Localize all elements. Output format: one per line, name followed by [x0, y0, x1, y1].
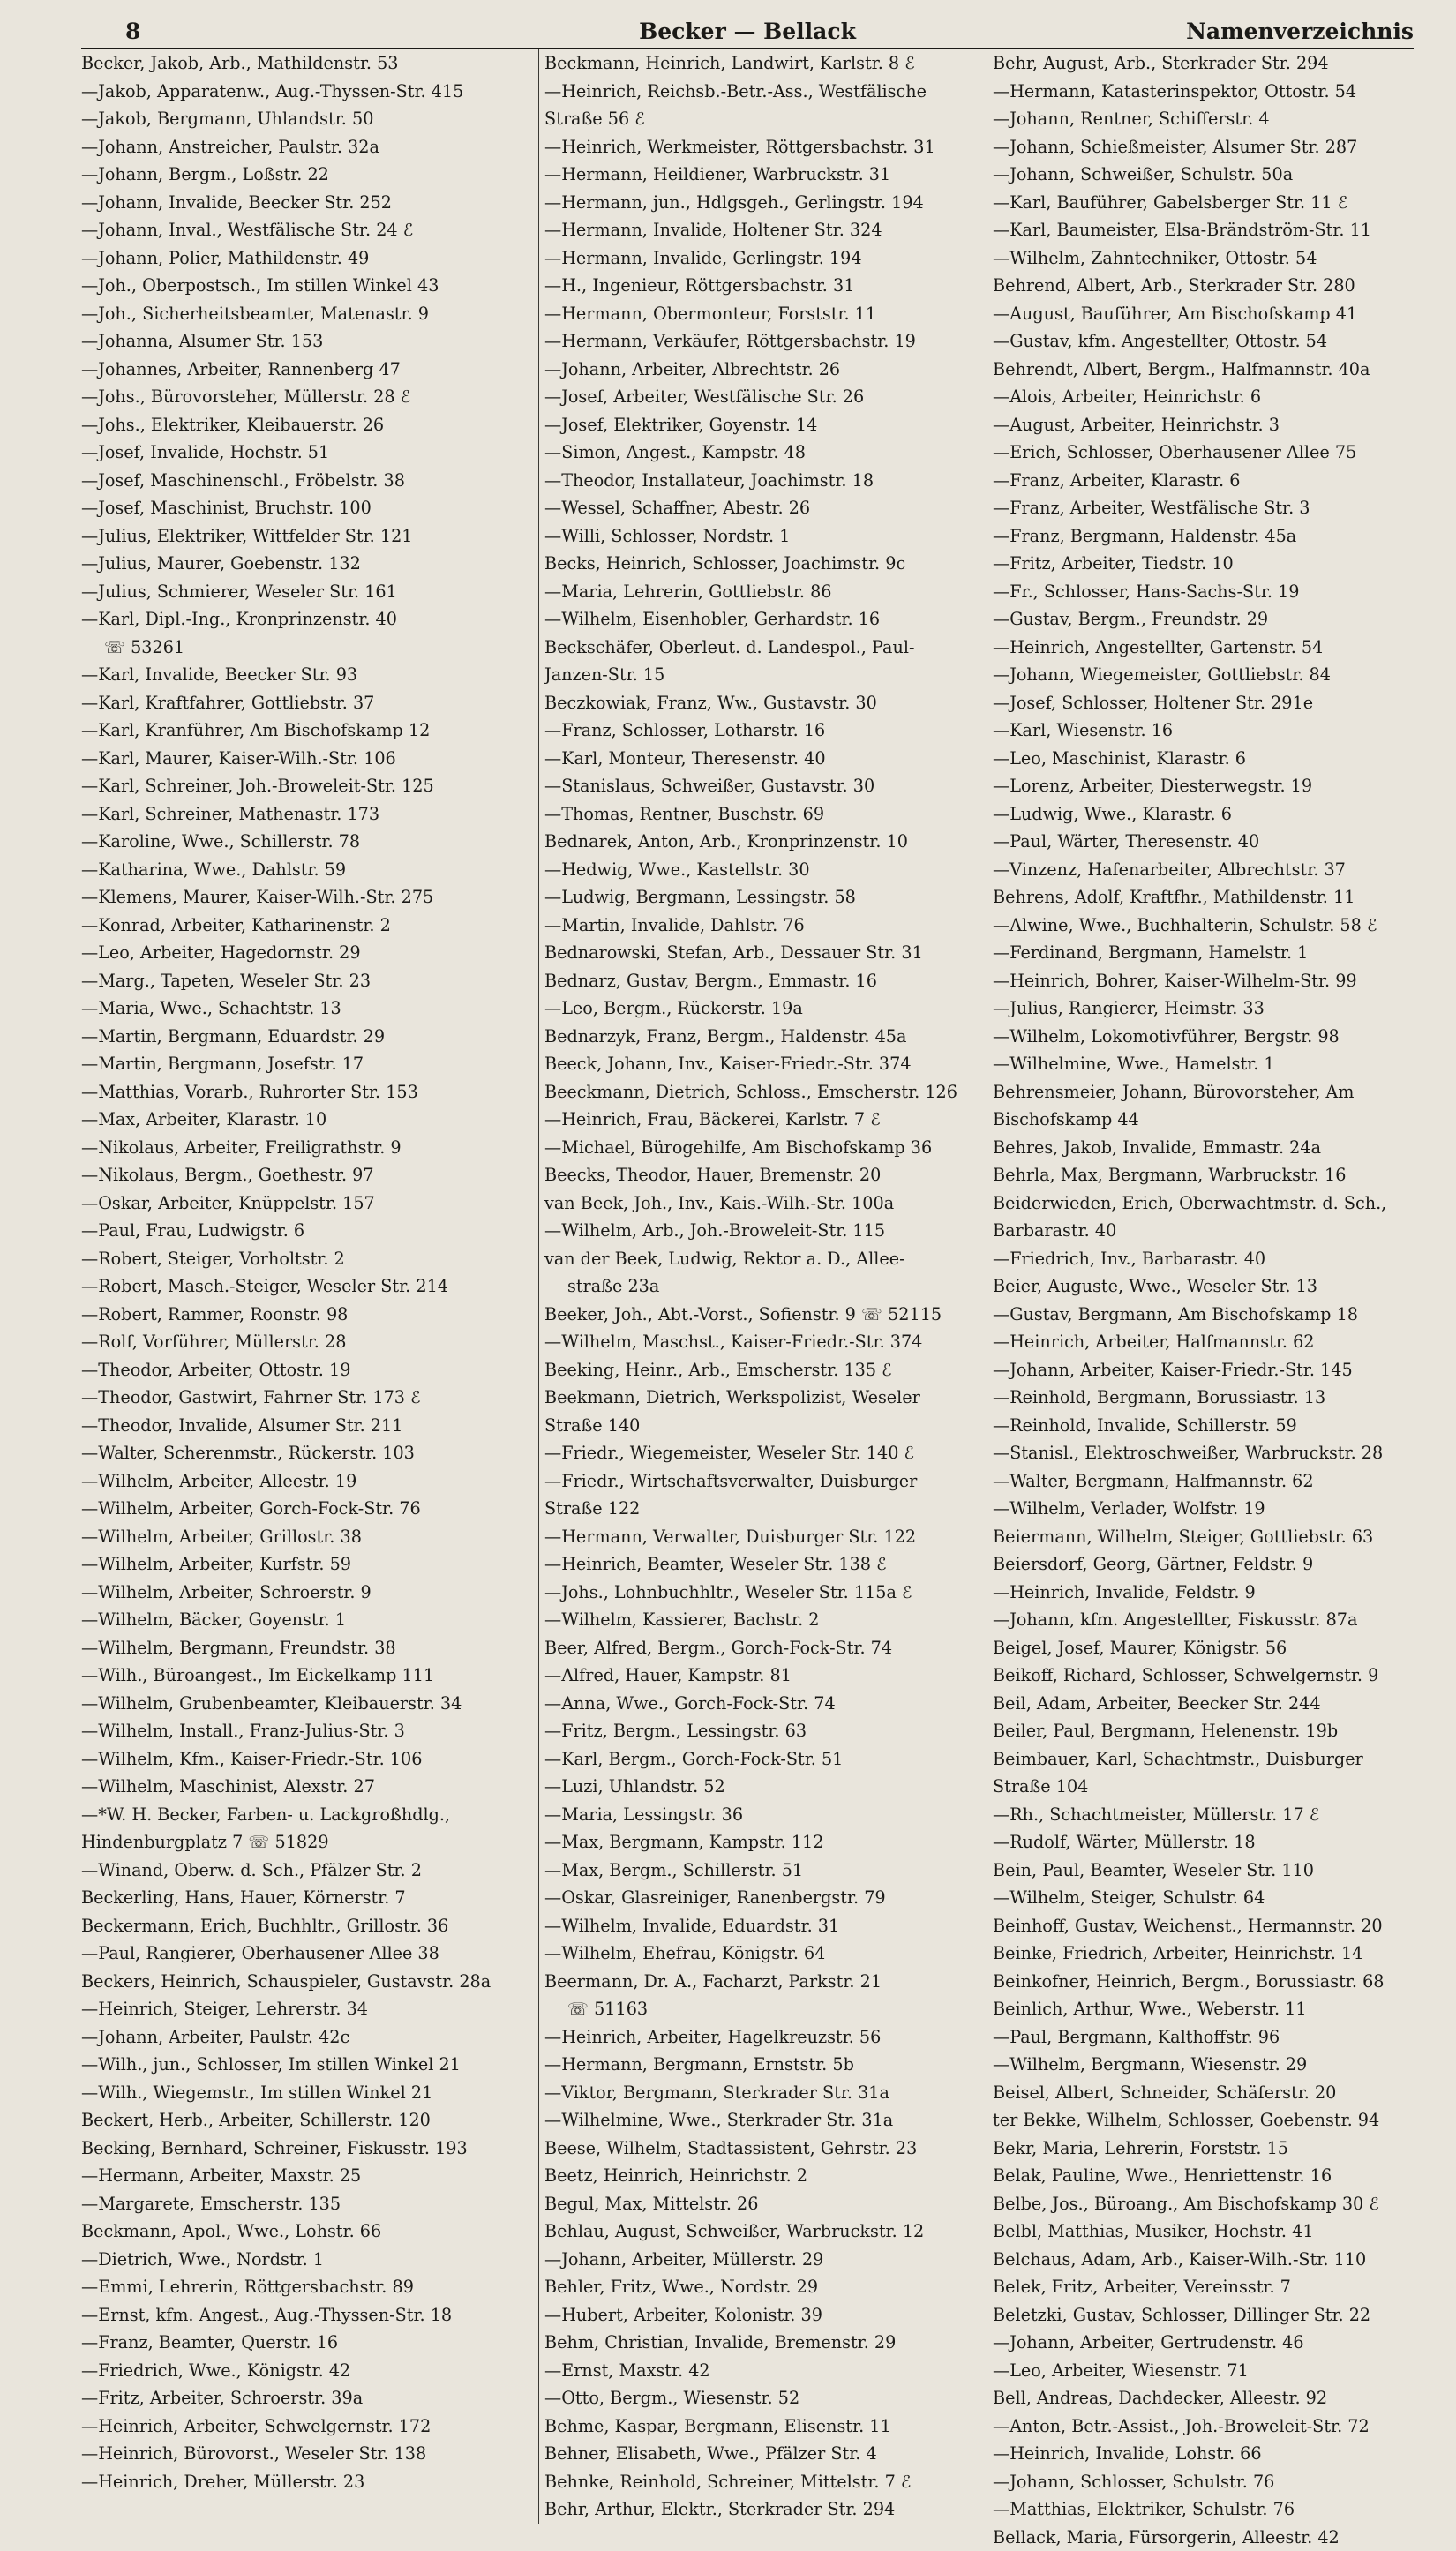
directory-entry: —Johanna, Alsumer Str. 153 — [81, 327, 540, 356]
directory-entry: —Jakob, Bergmann, Uhlandstr. 50 — [81, 105, 540, 133]
directory-entry: Bellack, Maria, Fürsorgerin, Alleestr. 42 — [993, 2524, 1423, 2551]
directory-entry: —Wilhelm, Kassierer, Bachstr. 2 — [544, 1606, 986, 1634]
directory-entry: —Oskar, Arbeiter, Knüppelstr. 157 — [81, 1189, 540, 1218]
directory-entry: —Johann, Rentner, Schifferstr. 4 — [993, 105, 1423, 133]
directory-entry: Beckschäfer, Oberleut. d. Landespol., Paul- — [544, 634, 986, 662]
directory-entry: —Lorenz, Arbeiter, Diesterwegstr. 19 — [993, 772, 1423, 800]
directory-entry: —Martin, Bergmann, Josefstr. 17 — [81, 1050, 540, 1078]
directory-entry: —Heinrich, Reichsb.-Betr.-Ass., Westfälische — [544, 78, 986, 106]
directory-entry: Beckmann, Apol., Wwe., Lohstr. 66 — [81, 2217, 540, 2246]
directory-entry: Beetz, Heinrich, Heinrichstr. 2 — [544, 2162, 986, 2190]
directory-entry: —Martin, Invalide, Dahlstr. 76 — [544, 912, 986, 940]
directory-entry: —Paul, Frau, Ludwigstr. 6 — [81, 1217, 540, 1245]
directory-entry: —Heinrich, Bürovorst., Weseler Str. 138 — [81, 2440, 540, 2468]
directory-entry: —Martin, Bergmann, Eduardstr. 29 — [81, 1023, 540, 1051]
directory-entry: —Johann, Anstreicher, Paulstr. 32a — [81, 133, 540, 161]
directory-entry: —Karl, Maurer, Kaiser-Wilh.-Str. 106 — [81, 745, 540, 773]
directory-entry: —Theodor, Invalide, Alsumer Str. 211 — [81, 1412, 540, 1440]
directory-entry: Belchaus, Adam, Arb., Kaiser-Wilh.-Str. 110 — [993, 2246, 1423, 2274]
directory-entry: —Maria, Lehrerin, Gottliebstr. 86 — [544, 578, 986, 606]
directory-entry: —Wilh., Wiegemstr., Im stillen Winkel 21 — [81, 2079, 540, 2107]
directory-entry: Behrens, Adolf, Kraftfhr., Mathildenstr. 11 — [993, 883, 1423, 912]
directory-entry: —Paul, Bergmann, Kalthoffstr. 96 — [993, 2023, 1423, 2052]
directory-entry: —Wilhelm, Bäcker, Goyenstr. 1 — [81, 1606, 540, 1634]
directory-entry: —Wilhelm, Arbeiter, Gorch-Fock-Str. 76 — [81, 1495, 540, 1523]
directory-entry: Becks, Heinrich, Schlosser, Joachimstr. 9c — [544, 550, 986, 578]
page-header — [81, 12, 1414, 49]
directory-entry: —Friedr., Wiegemeister, Weseler Str. 140 ℰ — [544, 1439, 986, 1467]
directory-entry: —Karl, Bergm., Gorch-Fock-Str. 51 — [544, 1745, 986, 1774]
directory-entry: Behnke, Reinhold, Schreiner, Mittelstr. 7 ℰ — [544, 2468, 986, 2496]
directory-entry: —Wilhelm, Maschst., Kaiser-Friedr.-Str. 374 — [544, 1328, 986, 1356]
directory-entry: —Johannes, Arbeiter, Rannenberg 47 — [81, 356, 540, 384]
directory-entry: Beczkowiak, Franz, Ww., Gustavstr. 30 — [544, 689, 986, 717]
directory-entry: —Alfred, Hauer, Kampstr. 81 — [544, 1662, 986, 1690]
directory-entry: Begul, Max, Mittelstr. 26 — [544, 2190, 986, 2218]
directory-entry: —Reinhold, Invalide, Schillerstr. 59 — [993, 1412, 1423, 1440]
directory-entry: —Heinrich, Bohrer, Kaiser-Wilhelm-Str. 99 — [993, 967, 1423, 995]
directory-entry: Beiersdorf, Georg, Gärtner, Feldstr. 9 — [993, 1550, 1423, 1579]
directory-entry: —Luzi, Uhlandstr. 52 — [544, 1773, 986, 1801]
directory-entry: —Viktor, Bergmann, Sterkrader Str. 31a — [544, 2079, 986, 2107]
directory-entry: —Wilhelm, Arb., Joh.-Broweleit-Str. 115 — [544, 1217, 986, 1245]
directory-entry: Behr, Arthur, Elektr., Sterkrader Str. 294 — [544, 2495, 986, 2524]
directory-entry: —Wilhelm, Invalide, Eduardstr. 31 — [544, 1912, 986, 1940]
directory-entry: —Konrad, Arbeiter, Katharinenstr. 2 — [81, 912, 540, 940]
directory-entry: —Julius, Maurer, Goebenstr. 132 — [81, 550, 540, 578]
directory-entry: Beinke, Friedrich, Arbeiter, Heinrichstr. 14 — [993, 1940, 1423, 1968]
directory-entry: —Heinrich, Dreher, Müllerstr. 23 — [81, 2468, 540, 2496]
directory-entry: —Karoline, Wwe., Schillerstr. 78 — [81, 828, 540, 856]
directory-entry: —Wilhelmine, Wwe., Sterkrader Str. 31a — [544, 2106, 986, 2135]
column-1 — [81, 49, 540, 2495]
directory-entry: —Johann, kfm. Angestellter, Fiskusstr. 87a — [993, 1606, 1423, 1634]
directory-entry: —Josef, Arbeiter, Westfälische Str. 26 — [544, 383, 986, 411]
directory-entry: Belbl, Matthias, Musiker, Hochstr. 41 — [993, 2217, 1423, 2246]
directory-entry: Bednarz, Gustav, Bergm., Emmastr. 16 — [544, 967, 986, 995]
directory-entry: Janzen-Str. 15 — [544, 661, 986, 689]
directory-entry: —Paul, Rangierer, Oberhausener Allee 38 — [81, 1940, 540, 1968]
directory-entry: —Jakob, Apparatenw., Aug.-Thyssen-Str. 415 — [81, 78, 540, 106]
directory-entry: —Ferdinand, Bergmann, Hamelstr. 1 — [993, 939, 1423, 967]
directory-entry: Behrla, Max, Bergmann, Warbruckstr. 16 — [993, 1161, 1423, 1189]
directory-entry: —Katharina, Wwe., Dahlstr. 59 — [81, 856, 540, 884]
directory-entry: —Karl, Monteur, Theresenstr. 40 — [544, 745, 986, 773]
directory-entry: Beckers, Heinrich, Schauspieler, Gustavstr. 28a — [81, 1968, 540, 1996]
directory-entry: —Johann, Schweißer, Schulstr. 50a — [993, 161, 1423, 189]
directory-entry: Beinlich, Arthur, Wwe., Weberstr. 11 — [993, 1995, 1423, 2023]
directory-entry: —Hermann, Verkäufer, Röttgersbachstr. 19 — [544, 327, 986, 356]
directory-entry: Beeck, Johann, Inv., Kaiser-Friedr.-Str. 374 — [544, 1050, 986, 1078]
directory-entry: —Wilhelmine, Wwe., Hamelstr. 1 — [993, 1050, 1423, 1078]
directory-entry: Belek, Fritz, Arbeiter, Vereinsstr. 7 — [993, 2273, 1423, 2301]
directory-entry: —Friedr., Wirtschaftsverwalter, Duisburger — [544, 1467, 986, 1496]
directory-entry: —Max, Arbeiter, Klarastr. 10 — [81, 1106, 540, 1134]
directory-entry: —Rolf, Vorführer, Müllerstr. 28 — [81, 1328, 540, 1356]
directory-entry: —Karl, Kranführer, Am Bischofskamp 12 — [81, 717, 540, 745]
directory-entry: Beeking, Heinr., Arb., Emscherstr. 135 ℰ — [544, 1356, 986, 1384]
directory-entry: —Johann, Polier, Mathildenstr. 49 — [81, 244, 540, 273]
directory-entry: —Theodor, Installateur, Joachimstr. 18 — [544, 467, 986, 495]
directory-entry: van Beek, Joh., Inv., Kais.-Wilh.-Str. 100a — [544, 1189, 986, 1218]
directory-entry: —Walter, Scherenmstr., Rückerstr. 103 — [81, 1439, 540, 1467]
directory-entry: —Julius, Elektriker, Wittfelder Str. 121 — [81, 522, 540, 551]
directory-entry: —Johann, Arbeiter, Gertrudenstr. 46 — [993, 2329, 1423, 2357]
directory-entry: Bein, Paul, Beamter, Weseler Str. 110 — [993, 1857, 1423, 1885]
directory-entry: —Gustav, Bergmann, Am Bischofskamp 18 — [993, 1301, 1423, 1329]
directory-entry: Beinhoff, Gustav, Weichenst., Hermannstr. 20 — [993, 1912, 1423, 1940]
directory-entry: —Wilhelm, Lokomotivführer, Bergstr. 98 — [993, 1023, 1423, 1051]
directory-entry: Belbe, Jos., Büroang., Am Bischofskamp 30 ℰ — [993, 2190, 1423, 2218]
directory-entry: —August, Bauführer, Am Bischofskamp 41 — [993, 300, 1423, 328]
directory-entry: —Franz, Schlosser, Lotharstr. 16 — [544, 717, 986, 745]
directory-entry: Behrensmeier, Johann, Bürovorsteher, Am — [993, 1078, 1423, 1107]
directory-entry: —Heinrich, Werkmeister, Röttgersbachstr. 31 — [544, 133, 986, 161]
directory-entry: —Emmi, Lehrerin, Röttgersbachstr. 89 — [81, 2273, 540, 2301]
column-3 — [987, 49, 1423, 2551]
directory-entry: Beisel, Albert, Schneider, Schäferstr. 20 — [993, 2079, 1423, 2107]
directory-entry: —Wilhelm, Ehefrau, Königstr. 64 — [544, 1940, 986, 1968]
directory-entry: —Karl, Invalide, Beecker Str. 93 — [81, 661, 540, 689]
running-title: Becker — Bellack — [81, 19, 1414, 44]
directory-entry: —Hermann, Heildiener, Warbruckstr. 31 — [544, 161, 986, 189]
directory-entry: —Willi, Schlosser, Nordstr. 1 — [544, 522, 986, 551]
directory-entry: Behler, Fritz, Wwe., Nordstr. 29 — [544, 2273, 986, 2301]
directory-entry: —Wilhelm, Zahntechniker, Ottostr. 54 — [993, 244, 1423, 273]
directory-entry: —Heinrich, Invalide, Lohstr. 66 — [993, 2440, 1423, 2468]
directory-entry: —Hermann, Verwalter, Duisburger Str. 122 — [544, 1523, 986, 1551]
directory-entry: —Nikolaus, Bergm., Goethestr. 97 — [81, 1161, 540, 1189]
directory-entry: —Wilhelm, Arbeiter, Alleestr. 19 — [81, 1467, 540, 1496]
directory-entry: —Klemens, Maurer, Kaiser-Wilh.-Str. 275 — [81, 883, 540, 912]
directory-entry: —Rh., Schachtmeister, Müllerstr. 17 ℰ — [993, 1801, 1423, 1829]
directory-entry: —Hermann, Arbeiter, Maxstr. 25 — [81, 2162, 540, 2190]
directory-entry: Beckert, Herb., Arbeiter, Schillerstr. 120 — [81, 2106, 540, 2135]
directory-entry: —Fr., Schlosser, Hans-Sachs-Str. 19 — [993, 578, 1423, 606]
directory-entry: —Wilhelm, Kfm., Kaiser-Friedr.-Str. 106 — [81, 1745, 540, 1774]
directory-entry: —Hermann, Invalide, Gerlingstr. 194 — [544, 244, 986, 273]
directory-entry: —Wilhelm, Install., Franz-Julius-Str. 3 — [81, 1717, 540, 1745]
directory-entry: —Stanislaus, Schweißer, Gustavstr. 30 — [544, 772, 986, 800]
directory-entry: —Erich, Schlosser, Oberhausener Allee 75 — [993, 439, 1423, 467]
directory-entry: —Leo, Bergm., Rückerstr. 19a — [544, 994, 986, 1023]
directory-entry: —Simon, Angest., Kampstr. 48 — [544, 439, 986, 467]
directory-entry: Beil, Adam, Arbeiter, Beecker Str. 244 — [993, 1690, 1423, 1718]
directory-entry: Bednarowski, Stefan, Arb., Dessauer Str. 31 — [544, 939, 986, 967]
directory-entry: van der Beek, Ludwig, Rektor a. D., Allee- — [544, 1245, 986, 1273]
directory-entry: —Franz, Bergmann, Haldenstr. 45a — [993, 522, 1423, 551]
directory-entry: —Johann, Schießmeister, Alsumer Str. 287 — [993, 133, 1423, 161]
directory-entry: —Wilhelm, Verlader, Wolfstr. 19 — [993, 1495, 1423, 1523]
directory-entry: Beletzki, Gustav, Schlosser, Dillinger Str. 22 — [993, 2301, 1423, 2330]
directory-entry: Beier, Auguste, Wwe., Weseler Str. 13 — [993, 1272, 1423, 1301]
directory-entry: Beeckmann, Dietrich, Schloss., Emscherstr. 126 — [544, 1078, 986, 1107]
directory-entry: Bell, Andreas, Dachdecker, Alleestr. 92 — [993, 2384, 1423, 2412]
directory-entry: Behrendt, Albert, Bergm., Halfmannstr. 40a — [993, 356, 1423, 384]
directory-entry: Bekr, Maria, Lehrerin, Forststr. 15 — [993, 2135, 1423, 2163]
directory-entry: Beer, Alfred, Bergm., Gorch-Fock-Str. 74 — [544, 1634, 986, 1662]
directory-entry: —Heinrich, Frau, Bäckerei, Karlstr. 7 ℰ — [544, 1106, 986, 1134]
directory-entry: —Josef, Maschinist, Bruchstr. 100 — [81, 494, 540, 522]
directory-entry: —Maria, Wwe., Schachtstr. 13 — [81, 994, 540, 1023]
directory-entry: —Friedrich, Inv., Barbarastr. 40 — [993, 1245, 1423, 1273]
directory-entry: Bischofskamp 44 — [993, 1106, 1423, 1134]
directory-entry: Beeker, Joh., Abt.-Vorst., Sofienstr. 9 ☏ 52115 — [544, 1301, 986, 1329]
directory-entry: ☏ 53261 — [81, 634, 540, 662]
directory-entry: —Wilhelm, Arbeiter, Schroerstr. 9 — [81, 1579, 540, 1607]
directory-entry: —Johann, Arbeiter, Albrechtstr. 26 — [544, 356, 986, 384]
directory-entry: Beigel, Josef, Maurer, Königstr. 56 — [993, 1634, 1423, 1662]
directory-entry: —Matthias, Vorarb., Ruhrorter Str. 153 — [81, 1078, 540, 1107]
directory-entry: Beiler, Paul, Bergmann, Helenenstr. 19b — [993, 1717, 1423, 1745]
directory-entry: Behr, August, Arb., Sterkrader Str. 294 — [993, 49, 1423, 78]
directory-entry: —Stanisl., Elektroschweißer, Warbruckstr. 28 — [993, 1439, 1423, 1467]
directory-entry: —Wilhelm, Grubenbeamter, Kleibauerstr. 34 — [81, 1690, 540, 1718]
directory-entry: —Fritz, Bergm., Lessingstr. 63 — [544, 1717, 986, 1745]
directory-entry: —Winand, Oberw. d. Sch., Pfälzer Str. 2 — [81, 1857, 540, 1885]
directory-entry: —Johann, Inval., Westfälische Str. 24 ℰ — [81, 216, 540, 244]
directory-entry: Behner, Elisabeth, Wwe., Pfälzer Str. 4 — [544, 2440, 986, 2468]
directory-entry: Straße 104 — [993, 1773, 1423, 1801]
directory-entry: —Hermann, Obermonteur, Forststr. 11 — [544, 300, 986, 328]
directory-entry: —Heinrich, Steiger, Lehrerstr. 34 — [81, 1995, 540, 2023]
directory-entry: —Wilhelm, Maschinist, Alexstr. 27 — [81, 1773, 540, 1801]
directory-entry: Beekmann, Dietrich, Werkspolizist, Weseler — [544, 1384, 986, 1412]
directory-entry: —Nikolaus, Arbeiter, Freiligrathstr. 9 — [81, 1134, 540, 1162]
directory-entry: ter Bekke, Wilhelm, Schlosser, Goebenstr. 94 — [993, 2106, 1423, 2135]
directory-entry: —Hermann, jun., Hdlgsgeh., Gerlingstr. 194 — [544, 189, 986, 217]
directory-entry: Behres, Jakob, Invalide, Emmastr. 24a — [993, 1134, 1423, 1162]
directory-entry: —Johann, Wiegemeister, Gottliebstr. 84 — [993, 661, 1423, 689]
directory-entry: —Karl, Baumeister, Elsa-Brändström-Str. 11 — [993, 216, 1423, 244]
directory-entry: —Joh., Oberpostsch., Im stillen Winkel 43 — [81, 272, 540, 300]
directory-entry: —Johs., Lohnbuchhltr., Weseler Str. 115a ℰ — [544, 1579, 986, 1607]
directory-entry: —Anton, Betr.-Assist., Joh.-Broweleit-Str. 72 — [993, 2412, 1423, 2441]
directory-entry: —Ernst, kfm. Angest., Aug.-Thyssen-Str. 18 — [81, 2301, 540, 2330]
directory-entry: —Josef, Maschinenschl., Fröbelstr. 38 — [81, 467, 540, 495]
directory-entry: —Karl, Schreiner, Mathenastr. 173 — [81, 800, 540, 829]
directory-entry: —*W. H. Becker, Farben- u. Lackgroßhdlg., — [81, 1801, 540, 1829]
directory-entry: Barbarastr. 40 — [993, 1217, 1423, 1245]
directory-entry: Beiermann, Wilhelm, Steiger, Gottliebstr. 63 — [993, 1523, 1423, 1551]
directory-entry: Becking, Bernhard, Schreiner, Fiskusstr. 193 — [81, 2135, 540, 2163]
directory-entry: —Heinrich, Arbeiter, Hagelkreuzstr. 56 — [544, 2023, 986, 2052]
directory-entry: —Josef, Schlosser, Holtener Str. 291e — [993, 689, 1423, 717]
directory-entry: —Wilhelm, Arbeiter, Grillostr. 38 — [81, 1523, 540, 1551]
directory-entry: —Karl, Kraftfahrer, Gottliebstr. 37 — [81, 689, 540, 717]
directory-entry: ☏ 51163 — [544, 1995, 986, 2023]
directory-entry: —Ernst, Maxstr. 42 — [544, 2357, 986, 2385]
directory-entry: —Walter, Bergmann, Halfmannstr. 62 — [993, 1467, 1423, 1496]
directory-entry: —Robert, Steiger, Vorholtstr. 2 — [81, 1245, 540, 1273]
directory-entry: Beckermann, Erich, Buchhltr., Grillostr. 36 — [81, 1912, 540, 1940]
directory-entry: —Wessel, Schaffner, Abestr. 26 — [544, 494, 986, 522]
directory-entry: —Wilhelm, Eisenhobler, Gerhardstr. 16 — [544, 605, 986, 634]
directory-entry: Beecks, Theodor, Hauer, Bremenstr. 20 — [544, 1161, 986, 1189]
directory-entry: —Karl, Wiesenstr. 16 — [993, 717, 1423, 745]
directory-entry: Beimbauer, Karl, Schachtmstr., Duisburger — [993, 1745, 1423, 1774]
directory-entry: —Oskar, Glasreiniger, Ranenbergstr. 79 — [544, 1884, 986, 1912]
directory-entry: —Johann, Arbeiter, Kaiser-Friedr.-Str. 145 — [993, 1356, 1423, 1384]
directory-entry: —Julius, Rangierer, Heimstr. 33 — [993, 994, 1423, 1023]
directory-entry: —Friedrich, Wwe., Königstr. 42 — [81, 2357, 540, 2385]
directory-entry: —Theodor, Arbeiter, Ottostr. 19 — [81, 1356, 540, 1384]
directory-entry: —Leo, Arbeiter, Wiesenstr. 71 — [993, 2357, 1423, 2385]
directory-entry: —Heinrich, Arbeiter, Halfmannstr. 62 — [993, 1328, 1423, 1356]
directory-entry: —Julius, Schmierer, Weseler Str. 161 — [81, 578, 540, 606]
directory-entry: Hindenburgplatz 7 ☏ 51829 — [81, 1828, 540, 1857]
directory-entry: —Gustav, kfm. Angestellter, Ottostr. 54 — [993, 327, 1423, 356]
directory-entry: —Karl, Schreiner, Joh.-Broweleit-Str. 125 — [81, 772, 540, 800]
directory-entry: —Theodor, Gastwirt, Fahrner Str. 173 ℰ — [81, 1384, 540, 1412]
directory-entry: —Joh., Sicherheitsbeamter, Matenastr. 9 — [81, 300, 540, 328]
directory-entry: —Heinrich, Invalide, Feldstr. 9 — [993, 1579, 1423, 1607]
directory-entry: —August, Arbeiter, Heinrichstr. 3 — [993, 411, 1423, 439]
section-title: Namenverzeichnis — [1186, 19, 1414, 44]
directory-entry: —Robert, Masch.-Steiger, Weseler Str. 214 — [81, 1272, 540, 1301]
directory-entry: —Heinrich, Arbeiter, Schwelgernstr. 172 — [81, 2412, 540, 2441]
directory-entry: —Ludwig, Bergmann, Lessingstr. 58 — [544, 883, 986, 912]
directory-entry: —H., Ingenieur, Röttgersbachstr. 31 — [544, 272, 986, 300]
directory-entry: —Josef, Elektriker, Goyenstr. 14 — [544, 411, 986, 439]
directory-entry: —Franz, Arbeiter, Westfälische Str. 3 — [993, 494, 1423, 522]
directory-entry: Beikoff, Richard, Schlosser, Schwelgernstr. 9 — [993, 1662, 1423, 1690]
directory-entry: —Wilhelm, Arbeiter, Kurfstr. 59 — [81, 1550, 540, 1579]
directory-entry: —Matthias, Elektriker, Schulstr. 76 — [993, 2495, 1423, 2524]
directory-entry: —Rudolf, Wärter, Müllerstr. 18 — [993, 1828, 1423, 1857]
directory-entry: —Heinrich, Angestellter, Gartenstr. 54 — [993, 634, 1423, 662]
directory-entry: —Marg., Tapeten, Weseler Str. 23 — [81, 967, 540, 995]
directory-entry: —Michael, Bürogehilfe, Am Bischofskamp 36 — [544, 1134, 986, 1162]
directory-entry: —Hermann, Invalide, Holtener Str. 324 — [544, 216, 986, 244]
directory-entry: Bednarzyk, Franz, Bergm., Haldenstr. 45a — [544, 1023, 986, 1051]
directory-entry: —Fritz, Arbeiter, Schroerstr. 39a — [81, 2384, 540, 2412]
directory-entry: Bednarek, Anton, Arb., Kronprinzenstr. 10 — [544, 828, 986, 856]
directory-entry: —Josef, Invalide, Hochstr. 51 — [81, 439, 540, 467]
directory-entry: —Johann, Arbeiter, Müllerstr. 29 — [544, 2246, 986, 2274]
directory-entry: —Hedwig, Wwe., Kastellstr. 30 — [544, 856, 986, 884]
directory-entry: —Alwine, Wwe., Buchhalterin, Schulstr. 58 ℰ — [993, 912, 1423, 940]
directory-entry: —Paul, Wärter, Theresenstr. 40 — [993, 828, 1423, 856]
directory-entry: —Hubert, Arbeiter, Kolonistr. 39 — [544, 2301, 986, 2330]
directory-entry: Beiderwieden, Erich, Oberwachtmstr. d. Sch., — [993, 1189, 1423, 1218]
directory-entry: —Johann, Bergm., Loßstr. 22 — [81, 161, 540, 189]
directory-entry: —Leo, Arbeiter, Hagedornstr. 29 — [81, 939, 540, 967]
directory-entry: —Gustav, Bergm., Freundstr. 29 — [993, 605, 1423, 634]
column-2 — [538, 49, 986, 2524]
directory-entry: —Margarete, Emscherstr. 135 — [81, 2190, 540, 2218]
directory-entry: —Max, Bergmann, Kampstr. 112 — [544, 1828, 986, 1857]
directory-entry: Behlau, August, Schweißer, Warbruckstr. 12 — [544, 2217, 986, 2246]
directory-entry: Beckmann, Heinrich, Landwirt, Karlstr. 8 ℰ — [544, 49, 986, 78]
directory-entry: —Wilhelm, Bergmann, Wiesenstr. 29 — [993, 2051, 1423, 2079]
directory-entry: —Wilhelm, Steiger, Schulstr. 64 — [993, 1884, 1423, 1912]
directory-entry: —Franz, Arbeiter, Klarastr. 6 — [993, 467, 1423, 495]
directory-entry: —Leo, Maschinist, Klarastr. 6 — [993, 745, 1423, 773]
directory-entry: —Fritz, Arbeiter, Tiedstr. 10 — [993, 550, 1423, 578]
directory-entry: —Franz, Beamter, Querstr. 16 — [81, 2329, 540, 2357]
directory-entry: —Hermann, Katasterinspektor, Ottostr. 54 — [993, 78, 1423, 106]
directory-entry: Belak, Pauline, Wwe., Henriettenstr. 16 — [993, 2162, 1423, 2190]
directory-entry: —Karl, Dipl.-Ing., Kronprinzenstr. 40 — [81, 605, 540, 634]
directory-entry: Straße 140 — [544, 1412, 986, 1440]
directory-entry: —Reinhold, Bergmann, Borussiastr. 13 — [993, 1384, 1423, 1412]
directory-entry: Becker, Jakob, Arb., Mathildenstr. 53 — [81, 49, 540, 78]
directory-entry: Beermann, Dr. A., Facharzt, Parkstr. 21 — [544, 1968, 986, 1996]
directory-entry: —Alois, Arbeiter, Heinrichstr. 6 — [993, 383, 1423, 411]
directory-entry: —Robert, Rammer, Roonstr. 98 — [81, 1301, 540, 1329]
directory-entry: Straße 122 — [544, 1495, 986, 1523]
directory-entry: —Thomas, Rentner, Buschstr. 69 — [544, 800, 986, 829]
directory-entry: Behm, Christian, Invalide, Bremenstr. 29 — [544, 2329, 986, 2357]
directory-entry: —Wilh., Büroangest., Im Eickelkamp 111 — [81, 1662, 540, 1690]
directory-entry: Beckerling, Hans, Hauer, Körnerstr. 7 — [81, 1884, 540, 1912]
directory-entry: —Otto, Bergm., Wiesenstr. 52 — [544, 2384, 986, 2412]
page-number: 8 — [125, 19, 140, 44]
directory-entry: —Wilh., jun., Schlosser, Im stillen Winkel 21 — [81, 2051, 540, 2079]
directory-entry: Straße 56 ℰ — [544, 105, 986, 133]
directory-entry: —Wilhelm, Bergmann, Freundstr. 38 — [81, 1634, 540, 1662]
directory-entry: —Johann, Arbeiter, Paulstr. 42c — [81, 2023, 540, 2052]
directory-entry: Beinkofner, Heinrich, Bergm., Borussiastr. 68 — [993, 1968, 1423, 1996]
directory-entry: —Max, Bergm., Schillerstr. 51 — [544, 1857, 986, 1885]
directory-entry: —Karl, Bauführer, Gabelsberger Str. 11 ℰ — [993, 189, 1423, 217]
directory-entry: —Dietrich, Wwe., Nordstr. 1 — [81, 2246, 540, 2274]
directory-entry: —Maria, Lessingstr. 36 — [544, 1801, 986, 1829]
directory-entry: —Heinrich, Beamter, Weseler Str. 138 ℰ — [544, 1550, 986, 1579]
directory-entry: Behme, Kaspar, Bergmann, Elisenstr. 11 — [544, 2412, 986, 2441]
directory-entry: Behrend, Albert, Arb., Sterkrader Str. 280 — [993, 272, 1423, 300]
directory-entry: straße 23a — [544, 1272, 986, 1301]
directory-entry: —Johann, Schlosser, Schulstr. 76 — [993, 2468, 1423, 2496]
directory-entry: —Hermann, Bergmann, Ernststr. 5b — [544, 2051, 986, 2079]
directory-entry: —Anna, Wwe., Gorch-Fock-Str. 74 — [544, 1690, 986, 1718]
directory-entry: —Johs., Bürovorsteher, Müllerstr. 28 ℰ — [81, 383, 540, 411]
directory-entry: —Vinzenz, Hafenarbeiter, Albrechtstr. 37 — [993, 856, 1423, 884]
directory-entry: —Johs., Elektriker, Kleibauerstr. 26 — [81, 411, 540, 439]
directory-entry: —Johann, Invalide, Beecker Str. 252 — [81, 189, 540, 217]
directory-entry: Beese, Wilhelm, Stadtassistent, Gehrstr. 23 — [544, 2135, 986, 2163]
directory-entry: —Ludwig, Wwe., Klarastr. 6 — [993, 800, 1423, 829]
